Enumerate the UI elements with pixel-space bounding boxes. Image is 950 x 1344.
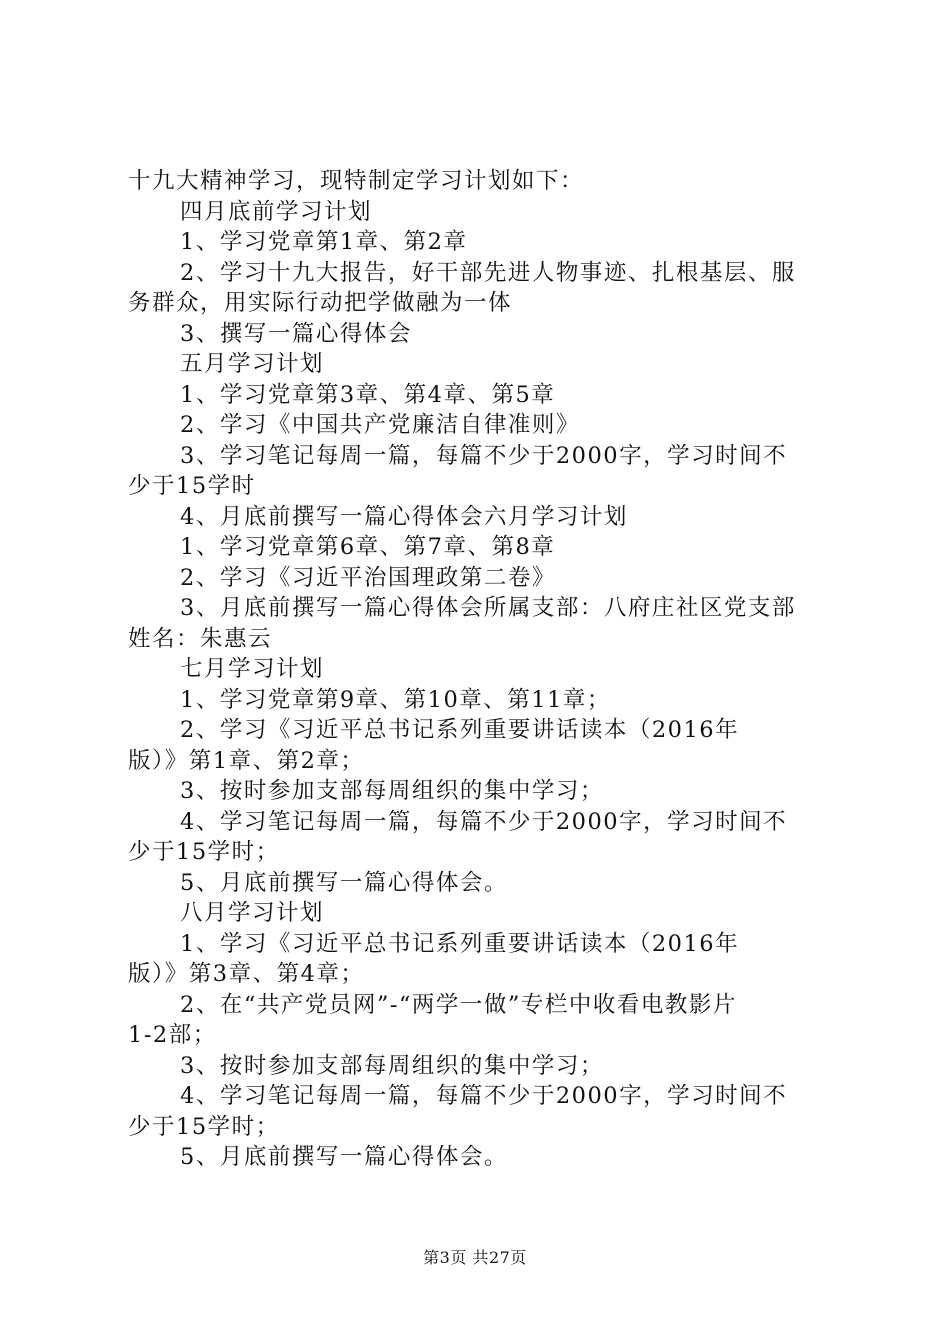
text-line: 1、学习党章第9章、第10章、第11章； xyxy=(180,686,611,713)
document-body xyxy=(128,166,832,1173)
text-line: 4、学习笔记每周一篇，每篇不少于2000字，学习时间不 xyxy=(180,1083,788,1109)
text-line: 1、学习党章第6章、第7章、第8章 xyxy=(180,534,556,560)
heading-july-plan: 七月学习计划 xyxy=(180,656,325,682)
text-line: 1、学习《习近平总书记系列重要讲话读本（2016年 xyxy=(180,930,740,957)
text-line: 3、学习笔记每周一篇，每篇不少于2000字，学习时间不 xyxy=(180,442,788,469)
heading-may-plan: 五月学习计划 xyxy=(180,351,325,377)
text-line: 5、月底前撰写一篇心得体会。 xyxy=(180,869,508,896)
text-line: 4、学习笔记每周一篇，每篇不少于2000字，学习时间不 xyxy=(180,808,788,835)
text-line-intro: 十九大精神学习，现特制定学习计划如下： xyxy=(128,168,585,194)
text-line: 务群众，用实际行动把学做融为一体 xyxy=(128,290,513,316)
text-line: 少于15学时 xyxy=(128,473,256,499)
text-line: 2、学习《中国共产党廉洁自律准则》 xyxy=(180,412,580,438)
text-line: 3、按时参加支部每周组织的集中学习； xyxy=(180,778,604,804)
text-line: 版）》第1章、第2章； xyxy=(128,747,365,774)
text-line: 姓名：朱惠云 xyxy=(128,625,273,652)
text-line: 1、学习党章第1章、第2章 xyxy=(180,229,468,255)
text-line: 2、学习《习近平治国理政第二卷》 xyxy=(180,564,556,591)
text-line: 5、月底前撰写一篇心得体会。 xyxy=(180,1144,508,1170)
text-line: 版）》第3章、第4章； xyxy=(128,961,365,987)
text-line: 4、月底前撰写一篇心得体会六月学习计划 xyxy=(180,503,628,530)
text-line: 3、撰写一篇心得体会 xyxy=(180,320,412,347)
heading-april-plan: 四月底前学习计划 xyxy=(180,198,373,225)
text-line: 少于15学时； xyxy=(128,839,280,865)
text-line: 2、学习《习近平总书记系列重要讲话读本（2016年 xyxy=(180,717,740,743)
text-line: 1-2部； xyxy=(128,1022,217,1048)
text-line: 少于15学时； xyxy=(128,1113,280,1140)
text-line: 2、在“共产党员网”-“两学一做”专栏中收看电教影片 xyxy=(180,991,737,1018)
text-line: 1、学习党章第3章、第4章、第5章 xyxy=(180,381,556,408)
heading-august-plan: 八月学习计划 xyxy=(180,900,325,926)
text-line: 3、月底前撰写一篇心得体会所属支部：八府庄社区党支部 xyxy=(180,595,796,621)
text-line: 3、按时参加支部每周组织的集中学习； xyxy=(180,1052,604,1079)
text-line: 2、学习十九大报告，好干部先进人物事迹、扎根基层、服 xyxy=(180,259,796,286)
page-number-footer: 第3页 共27页 xyxy=(423,1248,527,1267)
